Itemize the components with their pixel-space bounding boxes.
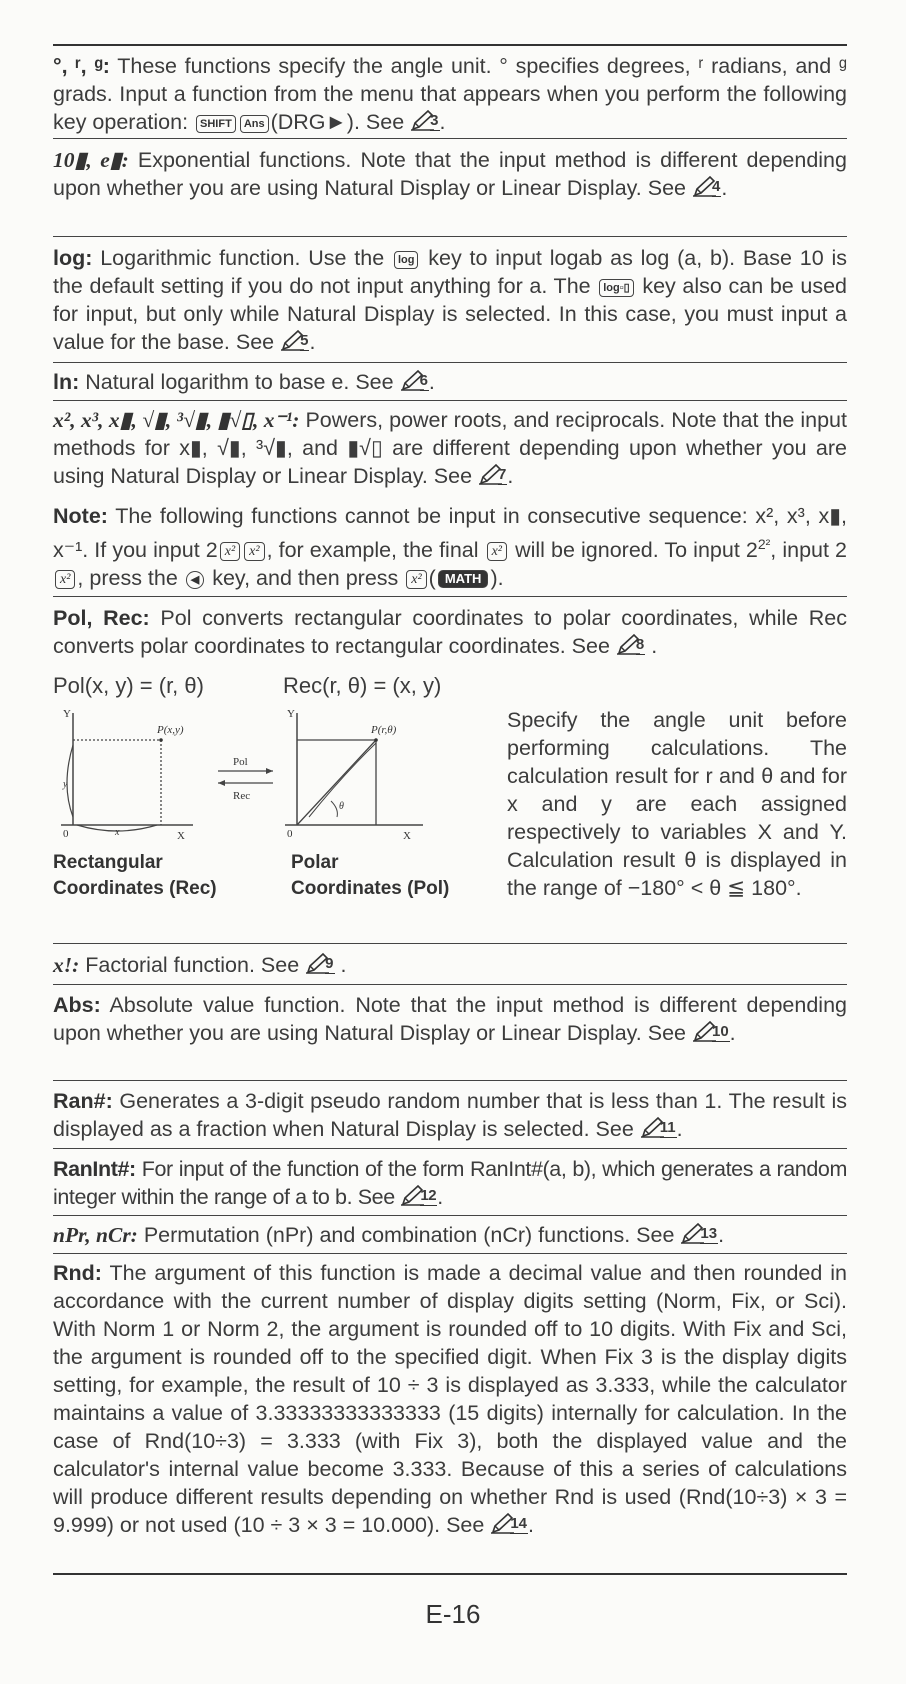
rec-formula: Rec(r, θ) = (x, y) [283, 673, 442, 698]
pol-formula: Pol(x, y) = (r, θ) [53, 673, 204, 698]
exp-text: Exponential functions. Note that the input method is different depending upon whether you are using Natural Display or Linear Display. See [53, 148, 847, 200]
factorial-text: Factorial function. See [79, 953, 306, 977]
example-ref-number: 7 [498, 466, 507, 483]
example-ref-10 [692, 1020, 730, 1042]
pol-arrow-label: Pol [233, 756, 248, 768]
period: . [676, 1117, 683, 1141]
rnd-lead: Rnd: [53, 1261, 102, 1285]
note-text-1: The following functions cannot be input in consecutive sequence: x², x³, x▮, x⁻¹. If you input 2 [53, 504, 847, 563]
example-ref-number: 3 [430, 112, 439, 129]
section-rule [53, 1253, 847, 1254]
rect-caption-line-1: Rectangular [53, 852, 163, 873]
note-text-4: , input 2 [770, 538, 848, 563]
period: . [507, 464, 514, 488]
abs-text: Absolute value function. Note that the input method is different depending upon whether you are using Natural Display or Linear Display. See [53, 993, 847, 1045]
example-ref-11 [640, 1116, 677, 1138]
section-rule [53, 596, 847, 597]
ans-key: Ans [240, 115, 269, 133]
note-superscript: 2² [757, 536, 771, 552]
example-ref-9 [305, 952, 334, 974]
example-ref-number: 10 [711, 1023, 729, 1040]
example-ref-6 [400, 369, 429, 391]
example-ref-13 [680, 1222, 718, 1244]
note-section: Note: The following functions cannot be input in consecutive sequence: x², x³, x▮, x⁻¹. If you input 2 x² x² , for example, the final x² will be ignored. To input $2^{2^2}$, input 2x² , press the ◀ key, and then press x² ( MATH ). [53, 504, 848, 591]
theta-mark: θ [339, 801, 344, 812]
abs-lead: Abs: [53, 993, 101, 1017]
page-number: E-16 [425, 1599, 481, 1629]
note-text-5: , press the [77, 566, 184, 591]
example-ref-14 [490, 1512, 528, 1534]
exp-lead: 10▮, e▮: [53, 148, 129, 172]
section-rule [53, 1148, 847, 1149]
npr-lead: nPr, nCr: [53, 1223, 138, 1247]
period: . [718, 1223, 725, 1247]
ln-lead: ln: [53, 370, 80, 394]
ranint-lead: RanInt#: [53, 1157, 136, 1181]
math-key: MATH [438, 570, 489, 588]
example-ref-number: 4 [711, 178, 721, 195]
example-ref-number: 5 [300, 332, 309, 349]
note-end: ). [490, 566, 504, 591]
period: . [309, 330, 316, 354]
ln-text: Natural logarithm to base e. See [79, 370, 400, 394]
note-text-6: key, and then press [206, 566, 405, 591]
example-ref-12 [400, 1184, 437, 1206]
polar-caption-line-1: Polar [291, 852, 339, 873]
ranint-section [53, 1155, 847, 1211]
rect-caption-line-2: Coordinates (Rec) [53, 878, 217, 899]
note-text-2: , for example, the final [266, 538, 485, 563]
section-rule [53, 138, 847, 139]
bottom-rule [53, 1573, 847, 1575]
ranint-text: For input of the function of the form RanInt#(a, b), which generates a random integer within the range of a to b. See [53, 1157, 847, 1209]
log-text-1: Logarithmic function. Use the [92, 246, 392, 270]
example-ref-number: 11 [659, 1119, 676, 1136]
section-rule [53, 362, 847, 363]
example-ref-number: 8 [635, 636, 645, 653]
polrec-text: Pol converts rectangular coordinates to polar coordinates, while Rec converts polar coordinates to rectangular coordinates. See [53, 606, 848, 658]
y-axis-label: Y [63, 708, 71, 720]
ran-section [53, 1087, 847, 1143]
y-mark: y [63, 779, 68, 790]
exp-section [53, 146, 847, 202]
polar-caption-line-2: Coordinates (Pol) [291, 878, 450, 899]
angle-units-key-tail: (DRG►). See [270, 110, 411, 134]
period: . [439, 110, 446, 134]
ran-lead: Ran#: [53, 1089, 113, 1113]
x-squared-key: x² [55, 570, 75, 589]
section-rule [53, 984, 847, 985]
period: . [437, 1185, 443, 1209]
x-squared-key: x² [487, 542, 507, 561]
note-lead: Note: [53, 504, 108, 528]
section-rule [53, 1080, 847, 1081]
log-text-3: key also can be used for input, but only while Natural Display is selected. In this case, you must input a value for the base. See [53, 274, 847, 354]
polar-y-axis-label: Y [287, 708, 295, 720]
period: . [428, 370, 435, 394]
polrec-side-text: Specify the angle unit before performing calculations. The calculation result for r and θ and for x and y are each assigned respectively to variables X and Y. Calculation result θ is displayed in the range of −180° < θ ≦ 180°. [507, 708, 847, 900]
example-ref-number: 12 [420, 1187, 437, 1204]
npr-section [53, 1221, 847, 1249]
x-mark: x [115, 827, 120, 838]
rec-arrow-label: Rec [233, 790, 251, 802]
rnd-section [53, 1259, 847, 1539]
section-rule [53, 400, 847, 401]
section-rule [53, 1215, 847, 1216]
log-key: log [394, 251, 419, 269]
powers-lead: x², x³, x▮, √▮, ³√▮, ▮√▯, x⁻¹: [53, 408, 300, 432]
log-lead: log: [53, 246, 93, 270]
shift-key: SHIFT [196, 115, 236, 133]
note-text-3: will be ignored. To input 2 [509, 538, 758, 563]
origin-label: 0 [63, 828, 69, 840]
polar-x-axis-label: X [403, 830, 411, 842]
rnd-text: The argument of this function is made a decimal value and then rounded in accordance with the current number of display digits setting (Norm, Fix, or Sci). With Norm 1 or Norm 2, the argument is rounded off to 10 digits. With Fix and Sci, the argument is rounded off to the specified digit. When Fix 3 is the display digits setting, for example, the result of 10 ÷ 3 is displayed as 3.333, while the calculator maintains a value of 3.33333333333333 (15 digits) internally for calculation. In the case of Rnd(10÷3) = 3.333 (with Fix 3), both the displayed value and the calculator's internal value become 3.333. Because of this a series of calculations will produce different results depending on whether Rnd is used (Rnd(10÷3) × 3 = 9.999) or not used (10 ÷ 3 × 3 = 10.000). See [53, 1261, 847, 1537]
npr-text: Permutation (nPr) and combination (nCr) functions. See [137, 1223, 681, 1247]
section-rule [53, 236, 847, 237]
polrec-section [53, 604, 847, 660]
rect-caption [53, 850, 217, 902]
period: . [729, 1021, 736, 1045]
example-ref-8 [616, 633, 645, 655]
example-ref-number: 14 [510, 1515, 528, 1532]
example-ref-number: 6 [419, 372, 428, 389]
powers-section [53, 406, 847, 490]
example-ref-number: 13 [700, 1225, 718, 1242]
period: . [528, 1513, 534, 1537]
period: . [645, 634, 658, 658]
log-base-key: log▫▯ [599, 279, 633, 297]
angle-units-lead: °, ʳ, ᵍ: [53, 54, 110, 78]
section-rule [53, 943, 847, 944]
factorial-lead: x!: [53, 953, 80, 977]
abs-section [53, 991, 847, 1047]
powers-text: Powers, power roots, and reciprocals. Note that the input methods for x▮, √▮, ³√▮, and ▮√▯ are different depending upon whether you are using Natural Display or Linear Display. See [53, 408, 847, 488]
ran-text: Generates a 3-digit pseudo random number that is less than 1. The result is displayed as a fraction when Natural Display is selected. See [53, 1089, 847, 1141]
x-squared-key: x² [244, 542, 264, 561]
example-ref-4 [692, 175, 721, 197]
top-rule [53, 44, 847, 46]
point-rt-label: P(r,θ) [371, 724, 397, 736]
log-section [53, 244, 847, 356]
polar-caption [291, 850, 449, 902]
angle-units-section [53, 52, 847, 136]
example-ref-5 [280, 329, 309, 351]
point-xy-label: P(x,y) [157, 724, 184, 736]
polar-origin-label: 0 [287, 828, 293, 840]
left-arrow-key: ◀ [186, 571, 204, 589]
polrec-lead: Pol, Rec: [53, 606, 150, 630]
x-axis-label: X [177, 830, 185, 842]
log-text-2: key to input logab as log (a, b). Base 10 is the default setting if you do not input anything for a. The [53, 246, 847, 298]
example-ref-3 [410, 109, 439, 131]
x-squared-key: x² [406, 570, 426, 589]
example-ref-7 [478, 463, 507, 485]
period: . [721, 176, 728, 200]
ln-section [53, 368, 847, 396]
factorial-section [53, 951, 847, 979]
period: . [334, 953, 347, 977]
example-ref-number: 9 [325, 955, 334, 972]
coordinate-diagram [53, 705, 493, 845]
angle-units-text: These functions specify the angle unit. ° specifies degrees, ʳ radians, and ᵍ grads. Input a function from the menu that appears when you perform the following key operation: [53, 54, 848, 134]
x-squared-key: x² [220, 542, 240, 561]
